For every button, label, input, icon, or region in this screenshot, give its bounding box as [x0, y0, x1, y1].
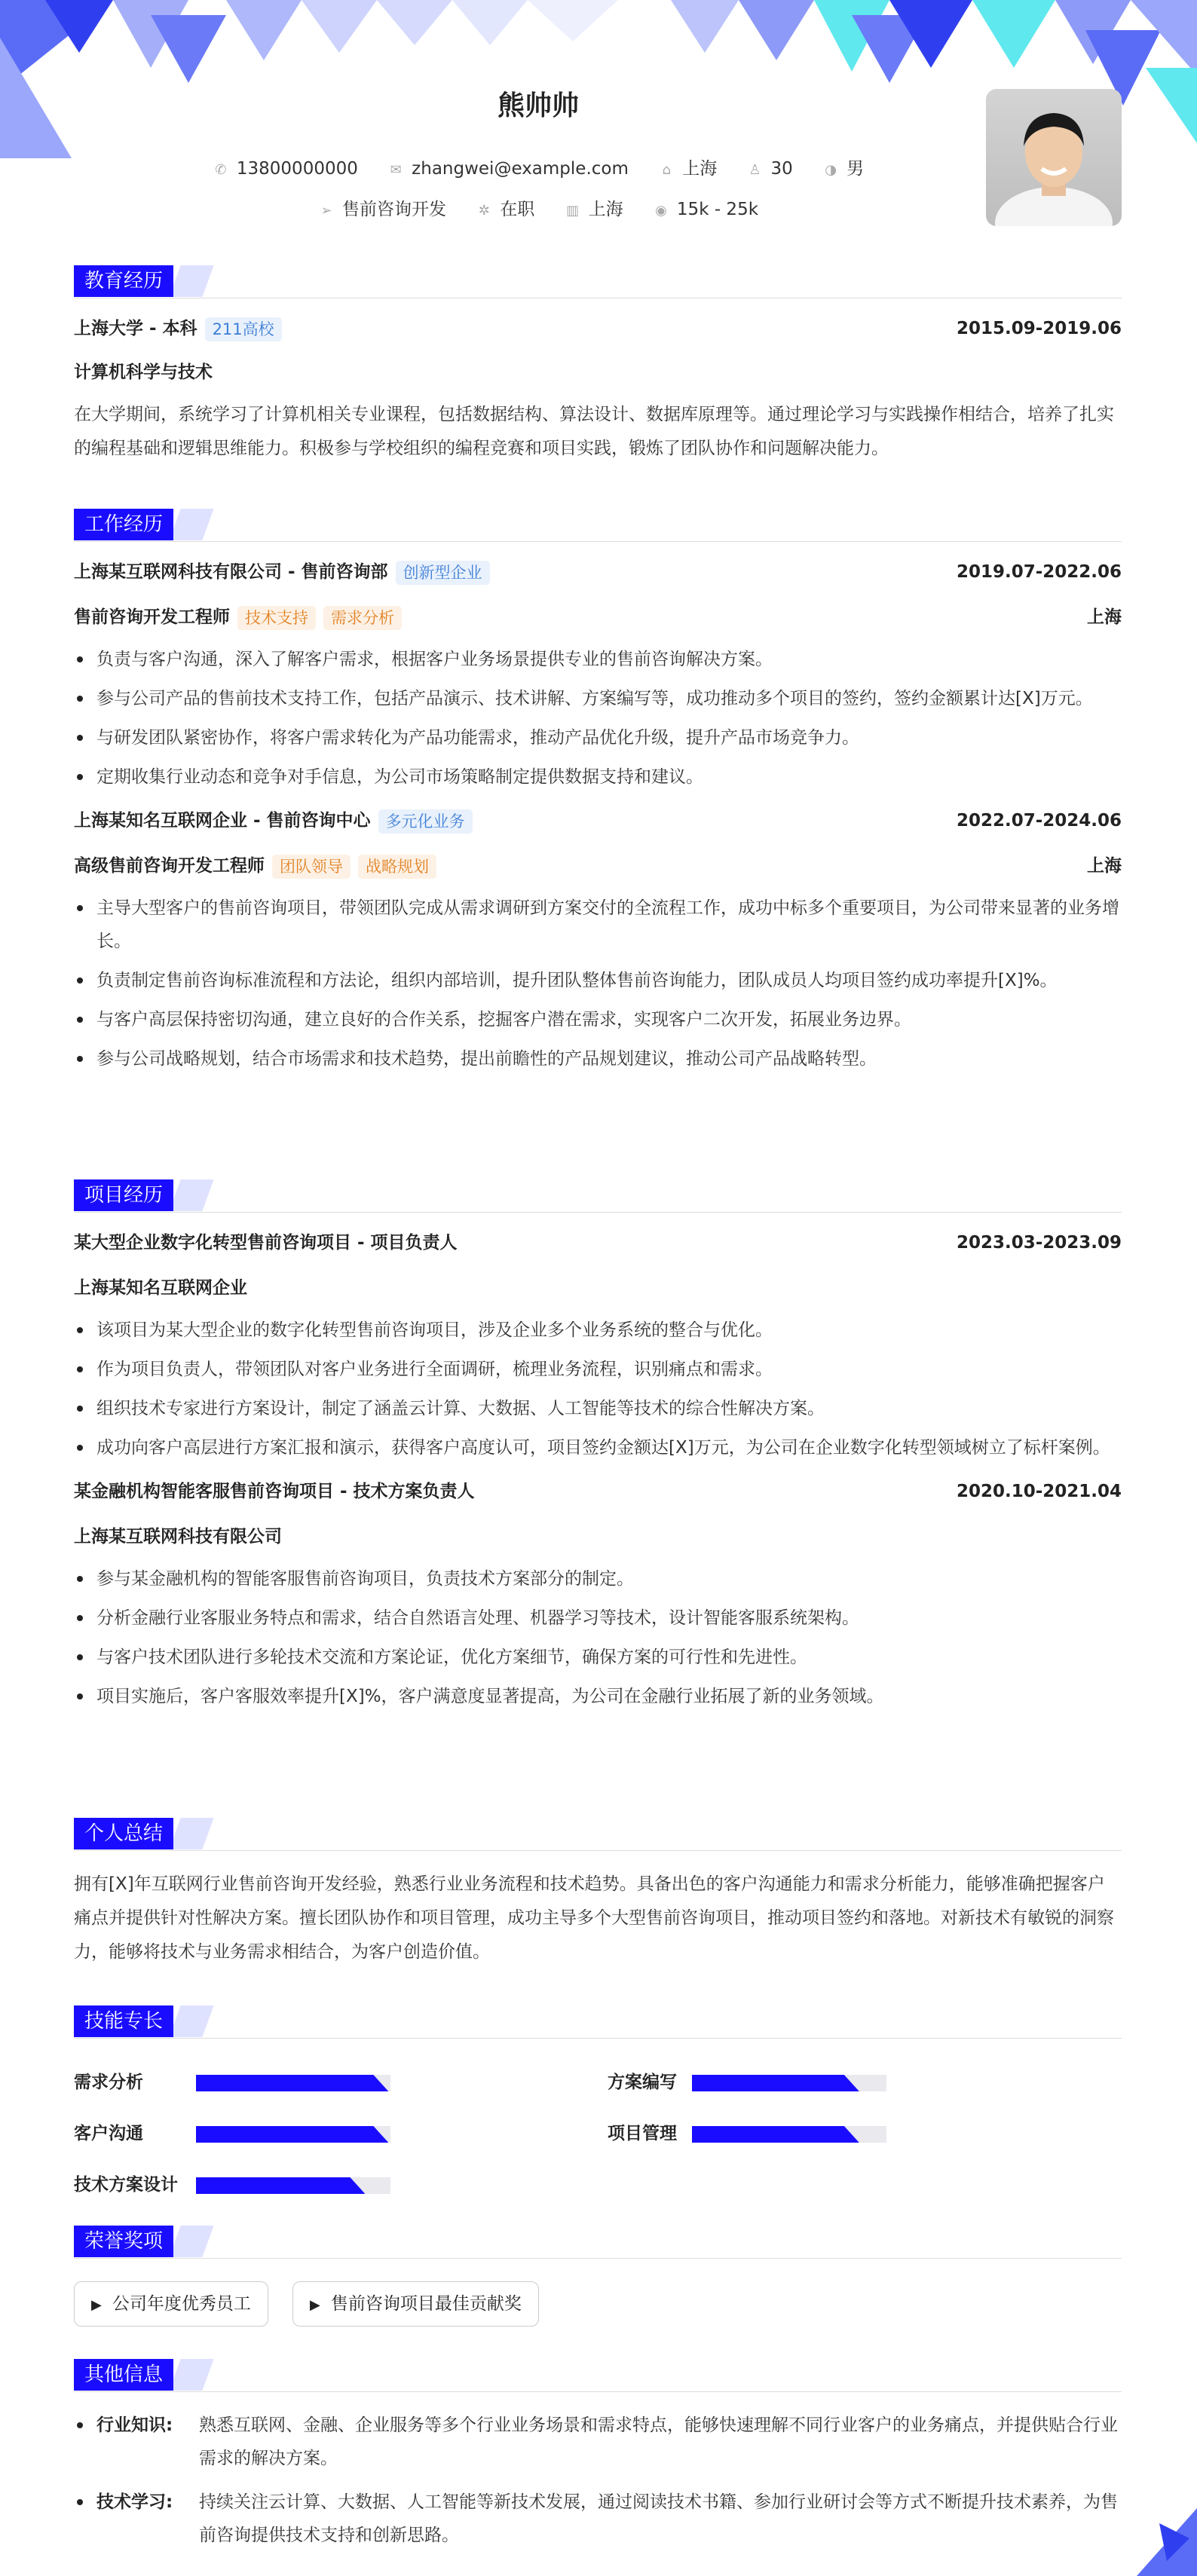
job-role: 售前咨询开发工程师 技术支持 需求分析 [74, 601, 402, 634]
section-title-decoration [169, 1818, 213, 1849]
job-role: 高级售前咨询开发工程师 团队领导 战略规划 [74, 849, 436, 883]
list-item: 作为项目负责人，带领团队对客户业务进行全面调研，梳理业务流程，识别痛点和需求。 [74, 1353, 1122, 1386]
skill-bar [196, 2177, 390, 2194]
skill-name: 需求分析 [74, 2073, 143, 2092]
contact-row [74, 154, 1003, 179]
contact-gender: ◑ 男 [822, 154, 864, 179]
summary-text: 拥有[X]年互联网行业售前咨询开发经验，熟悉行业业务流程和技术趋势。具备出色的客户沟通能力和需求分析能力，能够准确把握客户痛点并提供针对性解决方案。擅长团队协作和项目管理，成功主导多个大型售前咨询项目，推动项目签约和落地。对新技术有敏锐的洞察力，能够将技术与业务需求相结合，为客户创造价值。 [74, 1874, 1114, 1962]
project-org-row [74, 1520, 1122, 1553]
skill-tag: 团队领导 [272, 855, 351, 879]
skill-bar-fill [692, 2126, 859, 2143]
list-item: 参与某金融机构的智能客服售前咨询项目，负责技术方案部分的制定。 [74, 1562, 1122, 1595]
list-item: 分析金融行业客服业务特点和需求，结合自然语言处理、机器学习等技术，设计智能客服系统架构。 [74, 1602, 1122, 1635]
skill-item [608, 2067, 939, 2097]
work-location: 上海 [1087, 607, 1122, 627]
section-title [74, 2359, 1122, 2392]
skill-bar-fill [196, 2075, 388, 2091]
skill-item [74, 2067, 406, 2097]
project-header [74, 1226, 1122, 1259]
section-title-label: 技能专长 [74, 2005, 173, 2037]
project-details [74, 1314, 1122, 1464]
list-item: 与客户技术团队进行多轮技术交流和方案论证，优化方案细节，确保方案的可行性和先进性。 [74, 1641, 1122, 1674]
work-section [74, 509, 1122, 1081]
other-list [74, 2409, 1122, 2552]
work-entry [74, 804, 1122, 1075]
skill-tag: 战略规划 [358, 855, 436, 879]
section-divider [74, 2391, 1122, 2392]
school-name: 上海大学 - 本科 211高校 [74, 312, 282, 345]
skill-bar [692, 2126, 886, 2143]
project-section [74, 1179, 1122, 1719]
skill-name: 客户沟通 [74, 2124, 143, 2143]
skill-item [74, 2170, 406, 2200]
project-header [74, 1475, 1122, 1508]
education-description: 在大学期间，系统学习了计算机相关专业课程，包括数据结构、算法设计、数据库原理等。通过理论学习与实践操作相结合，培养了扎实的编程基础和逻辑思维能力。积极参与学校组织的编程竞赛和项目实践，锻炼了团队协作和问题解决能力。 [74, 405, 1114, 458]
award-item: ▶ 售前咨询项目最佳贡献奖 [292, 2281, 539, 2327]
school-tag: 211高校 [205, 317, 282, 341]
education-section [74, 265, 1122, 466]
work-role-row [74, 849, 1122, 883]
age-icon: ♙ [749, 162, 761, 178]
list-item: 负责制定售前咨询标准流程和方法论，组织内部培训，提升团队整体售前咨询能力，团队成员人均项目签约成功率提升[X]%。 [74, 964, 1122, 997]
section-divider [74, 1850, 1122, 1851]
mail-icon: ✉ [390, 162, 402, 178]
section-divider [74, 1212, 1122, 1213]
list-item: 该项目为某大型企业的数字化转型售前咨询项目，涉及企业多个业务系统的整合与优化。 [74, 1314, 1122, 1347]
info-key: 行业知识: [96, 2415, 173, 2435]
list-item: 与客户高层保持密切沟通，建立良好的合作关系，挖掘客户潜在需求，实现客户二次开发，拓展业务边界。 [74, 1003, 1122, 1036]
home-icon: ⌂ [662, 162, 671, 178]
section-title [74, 1179, 1122, 1213]
section-title-label: 个人总结 [74, 1818, 173, 1849]
contact-age: ♙ 30 [747, 159, 793, 179]
project-date: 2020.10-2021.04 [956, 1482, 1122, 1501]
section-title-decoration [169, 265, 213, 297]
info-key: 技术学习: [96, 2492, 173, 2512]
info-value: 熟悉互联网、金融、企业服务等多个行业业务场景和需求特点，能够快速理解不同行业客户的业务痛点，并提供贴合行业需求的解决方案。 [199, 2415, 1118, 2468]
list-item [74, 2486, 1122, 2552]
company-name: 上海某知名互联网企业 - 售前咨询中心 多元化业务 [74, 804, 473, 837]
play-icon: ▶ [91, 2297, 102, 2313]
other-section [74, 2359, 1122, 2552]
play-icon: ▶ [310, 2297, 320, 2313]
skill-name: 方案编写 [608, 2073, 677, 2092]
skill-bar-fill [692, 2075, 859, 2091]
section-title [74, 2226, 1122, 2259]
project-org-row [74, 1271, 1122, 1305]
awards-list [74, 2259, 1122, 2327]
skill-bar [196, 2075, 390, 2091]
company-name: 上海某互联网科技有限公司 - 售前咨询部 创新型企业 [74, 555, 490, 589]
skills-list [74, 2039, 1122, 2195]
send-icon: ➢ [320, 203, 332, 219]
skill-name: 技术方案设计 [74, 2175, 178, 2195]
work-location: 上海 [1087, 856, 1122, 876]
skill-name: 项目管理 [608, 2124, 677, 2143]
skills-section [74, 2005, 1122, 2195]
candidate-name: 熊帅帅 [497, 90, 579, 121]
phone-icon: ✆ [215, 162, 227, 178]
education-header [74, 312, 1122, 345]
work-entry [74, 555, 1122, 794]
profile-photo [986, 89, 1122, 226]
job-position: ➢ 售前咨询开发 [318, 195, 446, 220]
list-item: 定期收集行业动态和竞争对手信息，为公司市场策略制定提供数据支持和建议。 [74, 760, 1122, 794]
list-item: 与研发团队紧密协作，将客户需求转化为产品功能需求，推动产品优化升级，提升产品市场竞争力。 [74, 721, 1122, 754]
info-value: 持续关注云计算、大数据、人工智能等新技术发展，通过阅读技术书籍、参加行业研讨会等方式不断提升技术素养，为售前咨询提供技术支持和创新思路。 [199, 2492, 1118, 2545]
building-icon: ▥ [566, 203, 580, 219]
project-name: 某金融机构智能客服售前咨询项目 - 技术方案负责人 [74, 1482, 475, 1501]
job-salary: ◉ 15k - 25k [653, 200, 758, 219]
skill-item [608, 2119, 939, 2149]
skill-bar [196, 2126, 390, 2143]
work-date: 2019.07-2022.06 [956, 562, 1122, 582]
major-row [74, 356, 1122, 389]
job-status: ✲ 在职 [476, 195, 534, 220]
list-item: 组织技术专家进行方案设计，制定了涵盖云计算、大数据、人工智能等技术的综合性解决方案。 [74, 1392, 1122, 1425]
status-icon: ✲ [478, 203, 490, 219]
project-entry [74, 1475, 1122, 1713]
corner-decoration [1114, 2493, 1197, 2576]
project-org: 上海某互联网科技有限公司 [74, 1527, 282, 1547]
skill-item [74, 2119, 406, 2149]
project-date: 2023.03-2023.09 [956, 1233, 1122, 1253]
work-company-row [74, 555, 1122, 589]
section-title [74, 265, 1122, 298]
section-title-decoration [169, 509, 213, 540]
contact-city: ⌂ 上海 [658, 154, 717, 179]
skill-bar-fill [196, 2126, 388, 2143]
work-duties [74, 643, 1122, 794]
work-date: 2022.07-2024.06 [956, 811, 1122, 831]
education-date: 2015.09-2019.06 [956, 319, 1122, 338]
skill-bar [692, 2075, 886, 2091]
project-entry [74, 1226, 1122, 1464]
gender-icon: ◑ [825, 162, 837, 178]
section-title-decoration [169, 1179, 213, 1211]
section-title-decoration [169, 2359, 213, 2391]
company-tag: 创新型企业 [396, 561, 490, 585]
work-company-row [74, 804, 1122, 837]
list-item [74, 2409, 1122, 2475]
section-title-label: 项目经历 [74, 1179, 173, 1211]
contact-phone: ✆ 13800000000 [213, 159, 358, 179]
project-org: 上海某知名互联网企业 [74, 1278, 247, 1298]
section-title [74, 509, 1122, 542]
project-name: 某大型企业数字化转型售前咨询项目 - 项目负责人 [74, 1233, 458, 1253]
skill-tag: 需求分析 [323, 606, 402, 630]
job-city: ▥ 上海 [565, 195, 623, 220]
contact-email: ✉ zhangwei@example.com [387, 159, 629, 179]
section-title-decoration [169, 2226, 213, 2257]
list-item: 参与公司产品的售前技术支持工作，包括产品演示、技术讲解、方案编写等，成功推动多个项目的签约，签约金额累计达[X]万元。 [74, 682, 1122, 715]
list-item: 参与公司战略规划，结合市场需求和技术趋势，提出前瞻性的产品规划建议，推动公司产品战略转型。 [74, 1042, 1122, 1075]
section-title-label: 工作经历 [74, 509, 173, 540]
award-item: ▶ 公司年度优秀员工 [74, 2281, 268, 2327]
list-item: 负责与客户沟通，深入了解客户需求，根据客户业务场景提供专业的售前咨询解决方案。 [74, 643, 1122, 676]
section-title [74, 2005, 1122, 2039]
list-item: 主导大型客户的售前咨询项目，带领团队完成从需求调研到方案交付的全流程工作，成功中标多个重要项目，为公司带来显著的业务增长。 [74, 892, 1122, 958]
project-details [74, 1562, 1122, 1713]
skill-bar-fill [196, 2177, 365, 2194]
section-title-label: 荣誉奖项 [74, 2226, 173, 2257]
section-divider [74, 541, 1122, 542]
list-item: 项目实施后，客户客服效率提升[X]%，客户满意度显著提高，为公司在金融行业拓展了新的业务领域。 [74, 1680, 1122, 1713]
section-title-label: 教育经历 [74, 265, 173, 297]
major: 计算机科学与技术 [74, 363, 213, 382]
job-intent-row [74, 195, 1003, 220]
work-role-row [74, 601, 1122, 634]
work-duties [74, 892, 1122, 1075]
company-tag: 多元化业务 [378, 809, 473, 834]
section-title-label: 其他信息 [74, 2359, 173, 2391]
skill-tag: 技术支持 [237, 606, 316, 630]
list-item: 成功向客户高层进行方案汇报和演示，获得客户高度认可，项目签约金额达[X]万元，为公司在企业数字化转型领域树立了标杆案例。 [74, 1431, 1122, 1464]
section-title [74, 1818, 1122, 1851]
salary-icon: ◉ [655, 203, 667, 219]
awards-section [74, 2226, 1122, 2327]
summary-section [74, 1818, 1122, 1969]
section-title-decoration [169, 2005, 213, 2037]
